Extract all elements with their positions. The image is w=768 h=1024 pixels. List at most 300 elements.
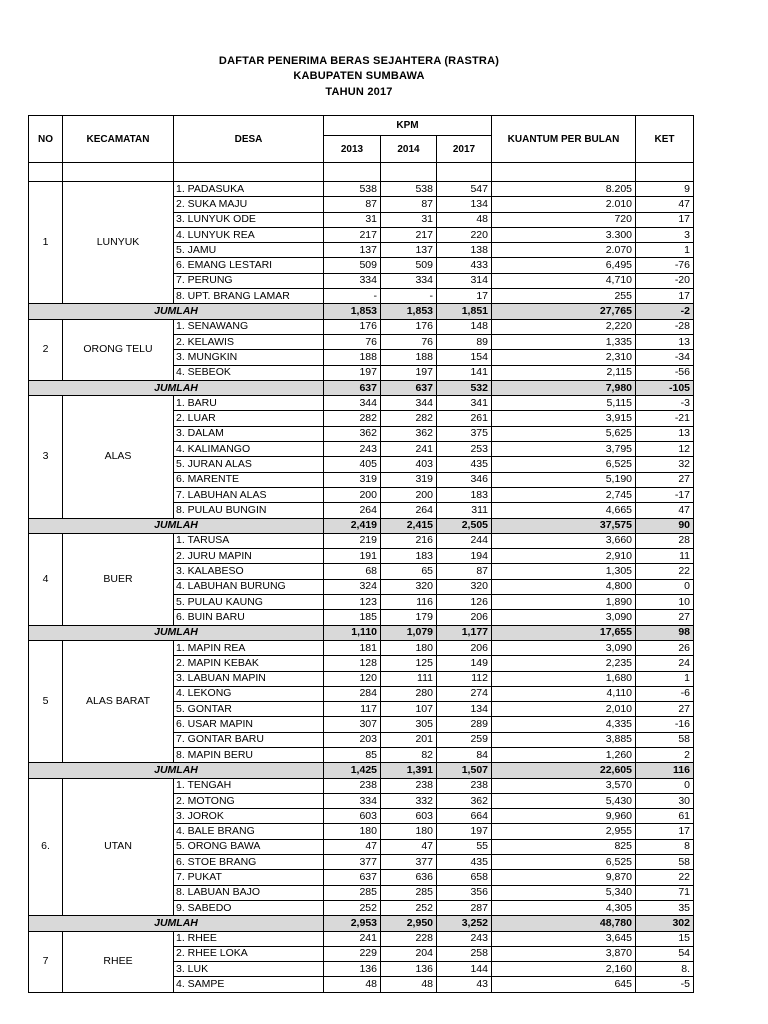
- document-title: DAFTAR PENERIMA BERAS SEJAHTERA (RASTRA): [218, 55, 500, 67]
- kpm-2013-cell: 229: [324, 946, 381, 961]
- kpm-2014-cell: 362: [381, 426, 437, 441]
- ket-cell: 9: [636, 182, 694, 197]
- kpm-2013-cell: 264: [324, 503, 381, 518]
- desa-cell: 3. LUK: [174, 962, 324, 977]
- kpm-2017-cell: 112: [437, 671, 492, 686]
- ket-cell: 61: [636, 809, 694, 824]
- ket-cell: 2: [636, 747, 694, 762]
- kpm-2014-cell: 82: [381, 747, 437, 762]
- no-cell: 2: [29, 319, 63, 380]
- ket-cell: 17: [636, 289, 694, 304]
- desa-cell: 8. UPT. BRANG LAMAR: [174, 289, 324, 304]
- ket-cell: -20: [636, 273, 694, 288]
- kpm-2017-cell: 244: [437, 533, 492, 548]
- header-kuantum: KUANTUM PER BULAN: [492, 116, 636, 163]
- kpm-2017-cell: 362: [437, 793, 492, 808]
- desa-cell: 2. SUKA MAJU: [174, 197, 324, 212]
- kpm-2014-cell: 107: [381, 702, 437, 717]
- kpm-2017-cell: 258: [437, 946, 492, 961]
- desa-cell: 6. BUIN BARU: [174, 610, 324, 625]
- kuantum-cell: 9,870: [492, 870, 636, 885]
- total-label: JUMLAH: [29, 518, 324, 533]
- spacer-row: [29, 163, 694, 182]
- ket-cell: 8: [636, 839, 694, 854]
- kpm-2014-cell: 87: [381, 197, 437, 212]
- desa-cell: 3. MUNGKIN: [174, 350, 324, 365]
- kpm-2013-cell: 334: [324, 273, 381, 288]
- kuantum-cell: 2,910: [492, 549, 636, 564]
- kpm-2013-cell: 219: [324, 533, 381, 548]
- kpm-2017-cell: 320: [437, 579, 492, 594]
- kuantum-cell: 1,260: [492, 747, 636, 762]
- kpm-2014-cell: 264: [381, 503, 437, 518]
- kpm-2017-cell: 341: [437, 396, 492, 411]
- kpm-2013-cell: 203: [324, 732, 381, 747]
- desa-cell: 1. PADASUKA: [174, 182, 324, 197]
- ket-cell: 12: [636, 442, 694, 457]
- kpm-2014-cell: 136: [381, 962, 437, 977]
- kpm-2014-cell: 636: [381, 870, 437, 885]
- ket-cell: -28: [636, 319, 694, 334]
- kpm-2014-cell: 204: [381, 946, 437, 961]
- desa-cell: 5. ORONG BAWA: [174, 839, 324, 854]
- total-kpm-2017-cell: 3,252: [437, 916, 492, 931]
- desa-cell: 6. USAR MAPIN: [174, 717, 324, 732]
- kuantum-cell: 9,960: [492, 809, 636, 824]
- rastra-recipient-table: [28, 115, 694, 993]
- header-kecamatan: KECAMATAN: [63, 116, 174, 163]
- kpm-2013-cell: 217: [324, 227, 381, 242]
- desa-cell: 3. KALABESO: [174, 564, 324, 579]
- total-kuantum-cell: 37,575: [492, 518, 636, 533]
- kuantum-cell: 255: [492, 289, 636, 304]
- kuantum-cell: 3.300: [492, 227, 636, 242]
- ket-cell: 27: [636, 610, 694, 625]
- total-kpm-2014-cell: 1,079: [381, 625, 437, 640]
- kuantum-cell: 825: [492, 839, 636, 854]
- kecamatan-cell: LUNYUK: [63, 182, 174, 304]
- kpm-2017-cell: 206: [437, 640, 492, 655]
- header-year-2017: 2017: [437, 136, 492, 163]
- kpm-2013-cell: 334: [324, 793, 381, 808]
- kpm-2013-cell: 509: [324, 258, 381, 273]
- kpm-2017-cell: 433: [437, 258, 492, 273]
- kpm-2014-cell: 188: [381, 350, 437, 365]
- kpm-2017-cell: 126: [437, 595, 492, 610]
- ket-cell: 11: [636, 549, 694, 564]
- ket-cell: -17: [636, 487, 694, 502]
- kpm-2017-cell: 658: [437, 870, 492, 885]
- ket-cell: -16: [636, 717, 694, 732]
- kuantum-cell: 2,745: [492, 487, 636, 502]
- kpm-2014-cell: 319: [381, 472, 437, 487]
- desa-cell: 8. LABUAN BAJO: [174, 885, 324, 900]
- kpm-2014-cell: 228: [381, 931, 437, 946]
- kpm-2013-cell: 238: [324, 778, 381, 793]
- kpm-2017-cell: 287: [437, 900, 492, 915]
- kpm-2014-cell: 137: [381, 243, 437, 258]
- kpm-2013-cell: 282: [324, 411, 381, 426]
- kpm-2014-cell: -: [381, 289, 437, 304]
- desa-cell: 7. GONTAR BARU: [174, 732, 324, 747]
- kuantum-cell: 2.070: [492, 243, 636, 258]
- kpm-2017-cell: 253: [437, 442, 492, 457]
- kpm-2017-cell: 220: [437, 227, 492, 242]
- kpm-2013-cell: 637: [324, 870, 381, 885]
- ket-cell: 13: [636, 426, 694, 441]
- desa-cell: 6. MARENTE: [174, 472, 324, 487]
- desa-cell: 1. MAPIN REA: [174, 640, 324, 655]
- kuantum-cell: 2.010: [492, 197, 636, 212]
- ket-cell: 15: [636, 931, 694, 946]
- header-no: NO: [29, 116, 63, 163]
- kpm-2013-cell: 48: [324, 977, 381, 992]
- kpm-2017-cell: 17: [437, 289, 492, 304]
- kpm-2013-cell: 117: [324, 702, 381, 717]
- kuantum-cell: 4,665: [492, 503, 636, 518]
- table-row: [29, 182, 694, 197]
- desa-cell: 5. PULAU KAUNG: [174, 595, 324, 610]
- kpm-2013-cell: 128: [324, 656, 381, 671]
- kpm-2017-cell: 134: [437, 197, 492, 212]
- desa-cell: 5. GONTAR: [174, 702, 324, 717]
- ket-cell: -56: [636, 365, 694, 380]
- kpm-2017-cell: 48: [437, 212, 492, 227]
- total-row: [29, 916, 694, 931]
- kuantum-cell: 1,890: [492, 595, 636, 610]
- ket-cell: -5: [636, 977, 694, 992]
- total-kuantum-cell: 48,780: [492, 916, 636, 931]
- kpm-2013-cell: 603: [324, 809, 381, 824]
- kuantum-cell: 5,430: [492, 793, 636, 808]
- desa-cell: 7. LABUHAN ALAS: [174, 487, 324, 502]
- kuantum-cell: 3,660: [492, 533, 636, 548]
- kuantum-cell: 720: [492, 212, 636, 227]
- desa-cell: 2. LUAR: [174, 411, 324, 426]
- ket-cell: -6: [636, 686, 694, 701]
- kecamatan-cell: ORONG TELU: [63, 319, 174, 380]
- total-kpm-2014-cell: 1,391: [381, 763, 437, 778]
- no-cell: 7: [29, 931, 63, 992]
- ket-cell: 22: [636, 870, 694, 885]
- desa-cell: 6. EMANG LESTARI: [174, 258, 324, 273]
- kuantum-cell: 1,680: [492, 671, 636, 686]
- kpm-2017-cell: 197: [437, 824, 492, 839]
- kpm-2014-cell: 179: [381, 610, 437, 625]
- total-ket-cell: -105: [636, 380, 694, 395]
- kpm-2014-cell: 31: [381, 212, 437, 227]
- kuantum-cell: 2,235: [492, 656, 636, 671]
- kpm-2017-cell: 346: [437, 472, 492, 487]
- kuantum-cell: 8.205: [492, 182, 636, 197]
- kpm-2017-cell: 148: [437, 319, 492, 334]
- header-year-2014: 2014: [381, 136, 437, 163]
- table-row: [29, 640, 694, 655]
- kpm-2014-cell: 285: [381, 885, 437, 900]
- ket-cell: 27: [636, 472, 694, 487]
- kpm-2017-cell: 664: [437, 809, 492, 824]
- kpm-2017-cell: 183: [437, 487, 492, 502]
- kuantum-cell: 5,115: [492, 396, 636, 411]
- no-cell: 5: [29, 640, 63, 762]
- total-label: JUMLAH: [29, 625, 324, 640]
- no-cell: 3: [29, 396, 63, 518]
- kpm-2014-cell: 47: [381, 839, 437, 854]
- desa-cell: 4. BALE BRANG: [174, 824, 324, 839]
- kpm-2014-cell: 176: [381, 319, 437, 334]
- kuantum-cell: 2,220: [492, 319, 636, 334]
- kpm-2014-cell: 282: [381, 411, 437, 426]
- kpm-2013-cell: 85: [324, 747, 381, 762]
- kpm-2013-cell: 120: [324, 671, 381, 686]
- ket-cell: 17: [636, 824, 694, 839]
- total-kpm-2013-cell: 2,953: [324, 916, 381, 931]
- kpm-2017-cell: 138: [437, 243, 492, 258]
- kpm-2014-cell: 241: [381, 442, 437, 457]
- ket-cell: 22: [636, 564, 694, 579]
- desa-cell: 9. SABEDO: [174, 900, 324, 915]
- kpm-2013-cell: 191: [324, 549, 381, 564]
- kecamatan-cell: UTAN: [63, 778, 174, 916]
- ket-cell: -34: [636, 350, 694, 365]
- desa-cell: 4. LUNYUK REA: [174, 227, 324, 242]
- desa-cell: 3. LUNYUK ODE: [174, 212, 324, 227]
- kpm-2017-cell: 435: [437, 855, 492, 870]
- desa-cell: 4. KALIMANGO: [174, 442, 324, 457]
- kuantum-cell: 2,115: [492, 365, 636, 380]
- ket-cell: 58: [636, 732, 694, 747]
- kpm-2013-cell: 47: [324, 839, 381, 854]
- desa-cell: 3. LABUAN MAPIN: [174, 671, 324, 686]
- kpm-2014-cell: 403: [381, 457, 437, 472]
- ket-cell: -3: [636, 396, 694, 411]
- desa-cell: 1. RHEE: [174, 931, 324, 946]
- kpm-2017-cell: 206: [437, 610, 492, 625]
- table-row: [29, 778, 694, 793]
- desa-cell: 5. JAMU: [174, 243, 324, 258]
- kpm-2017-cell: 154: [437, 350, 492, 365]
- kpm-2013-cell: 76: [324, 334, 381, 349]
- kuantum-cell: 4,710: [492, 273, 636, 288]
- total-label: JUMLAH: [29, 763, 324, 778]
- kpm-2013-cell: 180: [324, 824, 381, 839]
- kpm-2017-cell: 141: [437, 365, 492, 380]
- total-ket-cell: 98: [636, 625, 694, 640]
- ket-cell: 35: [636, 900, 694, 915]
- kecamatan-cell: RHEE: [63, 931, 174, 992]
- kpm-2017-cell: 435: [437, 457, 492, 472]
- total-kpm-2017-cell: 1,507: [437, 763, 492, 778]
- kpm-2014-cell: 377: [381, 855, 437, 870]
- ket-cell: 58: [636, 855, 694, 870]
- ket-cell: 0: [636, 579, 694, 594]
- total-row: [29, 380, 694, 395]
- ket-cell: 26: [636, 640, 694, 655]
- kpm-2014-cell: 280: [381, 686, 437, 701]
- desa-cell: 1. SENAWANG: [174, 319, 324, 334]
- kpm-2014-cell: 48: [381, 977, 437, 992]
- kpm-2013-cell: 252: [324, 900, 381, 915]
- kpm-2014-cell: 200: [381, 487, 437, 502]
- kpm-2017-cell: 259: [437, 732, 492, 747]
- document-subtitle-year: TAHUN 2017: [325, 86, 393, 98]
- kpm-2017-cell: 238: [437, 778, 492, 793]
- total-row: [29, 625, 694, 640]
- kpm-2013-cell: 344: [324, 396, 381, 411]
- kuantum-cell: 2,010: [492, 702, 636, 717]
- kuantum-cell: 1,335: [492, 334, 636, 349]
- desa-cell: 2. JURU MAPIN: [174, 549, 324, 564]
- kpm-2013-cell: 362: [324, 426, 381, 441]
- kpm-2013-cell: 136: [324, 962, 381, 977]
- kuantum-cell: 4,305: [492, 900, 636, 915]
- kpm-2013-cell: 123: [324, 595, 381, 610]
- no-cell: 6.: [29, 778, 63, 916]
- total-kpm-2014-cell: 2,950: [381, 916, 437, 931]
- kpm-2013-cell: 405: [324, 457, 381, 472]
- kpm-2014-cell: 238: [381, 778, 437, 793]
- total-ket-cell: 116: [636, 763, 694, 778]
- kpm-2014-cell: 111: [381, 671, 437, 686]
- kecamatan-cell: BUER: [63, 533, 174, 625]
- kpm-2017-cell: 194: [437, 549, 492, 564]
- kpm-2013-cell: 31: [324, 212, 381, 227]
- kpm-2017-cell: 55: [437, 839, 492, 854]
- desa-cell: 4. LABUHAN BURUNG: [174, 579, 324, 594]
- total-ket-cell: -2: [636, 304, 694, 319]
- kpm-2013-cell: 319: [324, 472, 381, 487]
- kpm-2014-cell: 116: [381, 595, 437, 610]
- kuantum-cell: 645: [492, 977, 636, 992]
- kpm-2013-cell: 284: [324, 686, 381, 701]
- kpm-2014-cell: 201: [381, 732, 437, 747]
- desa-cell: 2. MOTONG: [174, 793, 324, 808]
- total-kuantum-cell: 7,980: [492, 380, 636, 395]
- kpm-2014-cell: 509: [381, 258, 437, 273]
- kpm-2013-cell: 185: [324, 610, 381, 625]
- ket-cell: 27: [636, 702, 694, 717]
- kpm-2013-cell: 377: [324, 855, 381, 870]
- kpm-2013-cell: 307: [324, 717, 381, 732]
- table-row: [29, 319, 694, 334]
- kpm-2017-cell: 375: [437, 426, 492, 441]
- kpm-2017-cell: 314: [437, 273, 492, 288]
- kpm-2013-cell: 68: [324, 564, 381, 579]
- kpm-2017-cell: 274: [437, 686, 492, 701]
- kuantum-cell: 4,335: [492, 717, 636, 732]
- ket-cell: 1: [636, 671, 694, 686]
- kuantum-cell: 3,090: [492, 610, 636, 625]
- ket-cell: 71: [636, 885, 694, 900]
- ket-cell: 8.: [636, 962, 694, 977]
- header-desa: DESA: [174, 116, 324, 163]
- kuantum-cell: 3,915: [492, 411, 636, 426]
- ket-cell: 13: [636, 334, 694, 349]
- total-kpm-2013-cell: 637: [324, 380, 381, 395]
- total-kpm-2017-cell: 1,177: [437, 625, 492, 640]
- header-year-2013: 2013: [324, 136, 381, 163]
- kpm-2014-cell: 538: [381, 182, 437, 197]
- total-kpm-2014-cell: 2,415: [381, 518, 437, 533]
- ket-cell: 1: [636, 243, 694, 258]
- total-ket-cell: 90: [636, 518, 694, 533]
- total-kpm-2013-cell: 2,419: [324, 518, 381, 533]
- total-row: [29, 763, 694, 778]
- kpm-2014-cell: 252: [381, 900, 437, 915]
- document-subtitle-regency: KABUPATEN SUMBAWA: [293, 70, 425, 82]
- ket-cell: 0: [636, 778, 694, 793]
- kpm-2014-cell: 332: [381, 793, 437, 808]
- kpm-2017-cell: 261: [437, 411, 492, 426]
- kpm-2014-cell: 180: [381, 640, 437, 655]
- ket-cell: 10: [636, 595, 694, 610]
- kpm-2013-cell: 324: [324, 579, 381, 594]
- kpm-2017-cell: 289: [437, 717, 492, 732]
- kpm-2013-cell: 176: [324, 319, 381, 334]
- kpm-2013-cell: 538: [324, 182, 381, 197]
- desa-cell: 1. TARUSA: [174, 533, 324, 548]
- total-label: JUMLAH: [29, 304, 324, 319]
- desa-cell: 8. PULAU BUNGIN: [174, 503, 324, 518]
- total-ket-cell: 302: [636, 916, 694, 931]
- kpm-2017-cell: 311: [437, 503, 492, 518]
- desa-cell: 4. LEKONG: [174, 686, 324, 701]
- total-kpm-2013-cell: 1,853: [324, 304, 381, 319]
- kpm-2017-cell: 134: [437, 702, 492, 717]
- kuantum-cell: 6,495: [492, 258, 636, 273]
- kpm-2014-cell: 183: [381, 549, 437, 564]
- desa-cell: 4. SAMPE: [174, 977, 324, 992]
- kpm-2014-cell: 180: [381, 824, 437, 839]
- kpm-2014-cell: 65: [381, 564, 437, 579]
- table-body: [29, 182, 694, 993]
- total-kuantum-cell: 22,605: [492, 763, 636, 778]
- kuantum-cell: 2,955: [492, 824, 636, 839]
- kpm-2013-cell: 200: [324, 487, 381, 502]
- desa-cell: 4. SEBEOK: [174, 365, 324, 380]
- kpm-2014-cell: 334: [381, 273, 437, 288]
- ket-cell: 54: [636, 946, 694, 961]
- kpm-2014-cell: 76: [381, 334, 437, 349]
- kpm-2013-cell: 243: [324, 442, 381, 457]
- kpm-2017-cell: 547: [437, 182, 492, 197]
- kpm-2014-cell: 125: [381, 656, 437, 671]
- kuantum-cell: 4,800: [492, 579, 636, 594]
- table-row: [29, 931, 694, 946]
- header-kpm: KPM: [324, 116, 492, 136]
- kpm-2017-cell: 87: [437, 564, 492, 579]
- kecamatan-cell: ALAS: [63, 396, 174, 518]
- kpm-2014-cell: 197: [381, 365, 437, 380]
- kpm-2013-cell: 197: [324, 365, 381, 380]
- kuantum-cell: 5,625: [492, 426, 636, 441]
- ket-cell: -76: [636, 258, 694, 273]
- ket-cell: 47: [636, 503, 694, 518]
- kuantum-cell: 2,160: [492, 962, 636, 977]
- header-ket: KET: [636, 116, 694, 163]
- ket-cell: 24: [636, 656, 694, 671]
- table-row: [29, 533, 694, 548]
- desa-cell: 2. KELAWIS: [174, 334, 324, 349]
- kpm-2013-cell: -: [324, 289, 381, 304]
- ket-cell: 30: [636, 793, 694, 808]
- kuantum-cell: 2,310: [492, 350, 636, 365]
- kpm-2013-cell: 87: [324, 197, 381, 212]
- kpm-2014-cell: 603: [381, 809, 437, 824]
- kpm-2017-cell: 43: [437, 977, 492, 992]
- kuantum-cell: 3,795: [492, 442, 636, 457]
- kpm-2013-cell: 137: [324, 243, 381, 258]
